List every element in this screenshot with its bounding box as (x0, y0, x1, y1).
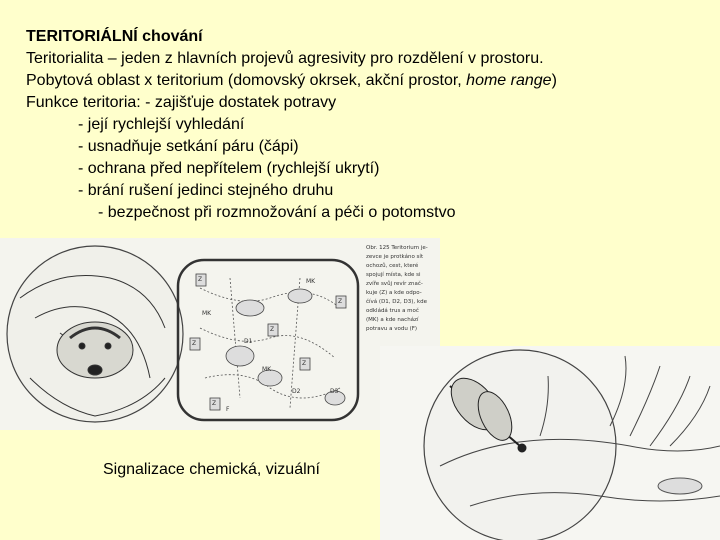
map-label: MK (202, 310, 212, 317)
text-line-home-range (26, 70, 557, 92)
figure-text-line: potravu a vodu (F) (366, 326, 418, 332)
figure-text-line: odkládá trus a moč (366, 308, 419, 314)
map-label: Z (270, 326, 275, 333)
bullet-item: - usnadňuje setkání páru (čápi) (78, 138, 299, 155)
map-label: MK (262, 366, 272, 373)
map-label: Z (212, 400, 217, 407)
figure-text-line: (MK) a kde nachází (366, 317, 419, 323)
map-label: Z (192, 340, 197, 347)
text-line-functions: Funkce teritoria: - zajišťuje dostatek potravy (26, 94, 337, 111)
figure-text-line: zvíře svůj revír znač- (366, 281, 423, 287)
dragonfly-pond-figure (380, 346, 720, 540)
map-label: D1 (244, 338, 253, 345)
bullet-item: - brání rušení jedinci stejného druhu (78, 182, 334, 199)
map-label: Z (198, 276, 203, 283)
caption: Signalizace chemická, vizuální (103, 461, 320, 478)
map-label: D3 (330, 388, 339, 395)
figure-text-line: kuje (Z) a kde odpo- (366, 290, 422, 296)
figure-text-line: Obr. 125 Teritorium je- (366, 245, 428, 251)
map-label: Z (302, 360, 307, 367)
figure-map-labels (0, 238, 440, 430)
bullet-item: - bezpečnost při rozmnožování a péči o potomstvo (98, 204, 456, 221)
title: TERITORIÁLNÍ chování (26, 28, 203, 45)
text-line-home-range-pre: Pobytová oblast x teritorium (domovský okrsek, akční prostor, (26, 72, 467, 89)
figure-text-line: ochozů, cest, které (366, 263, 419, 269)
badger-territory-figure (0, 238, 440, 430)
map-label: Z (338, 298, 343, 305)
map-label: D2 (292, 388, 301, 395)
text-line-territoriality: Teritorialita – jeden z hlavních projevů agresivity pro rozdělení v prostoru. (26, 50, 544, 67)
text-line-home-range-em: home range (466, 72, 552, 89)
figure-text-line: spojují místa, kde si (366, 272, 421, 278)
text-line-home-range-post: ) (551, 72, 557, 89)
map-label: F (226, 406, 230, 413)
figure-text-line: čívá (D1, D2, D3), kde (366, 299, 427, 305)
bullet-item: - její rychlejší vyhledání (78, 116, 245, 133)
bullet-item: - ochrana před nepřítelem (rychlejší ukrytí) (78, 160, 380, 177)
map-label: MK (306, 278, 316, 285)
figure-text-line: zevce je protkáno sít (366, 254, 424, 260)
